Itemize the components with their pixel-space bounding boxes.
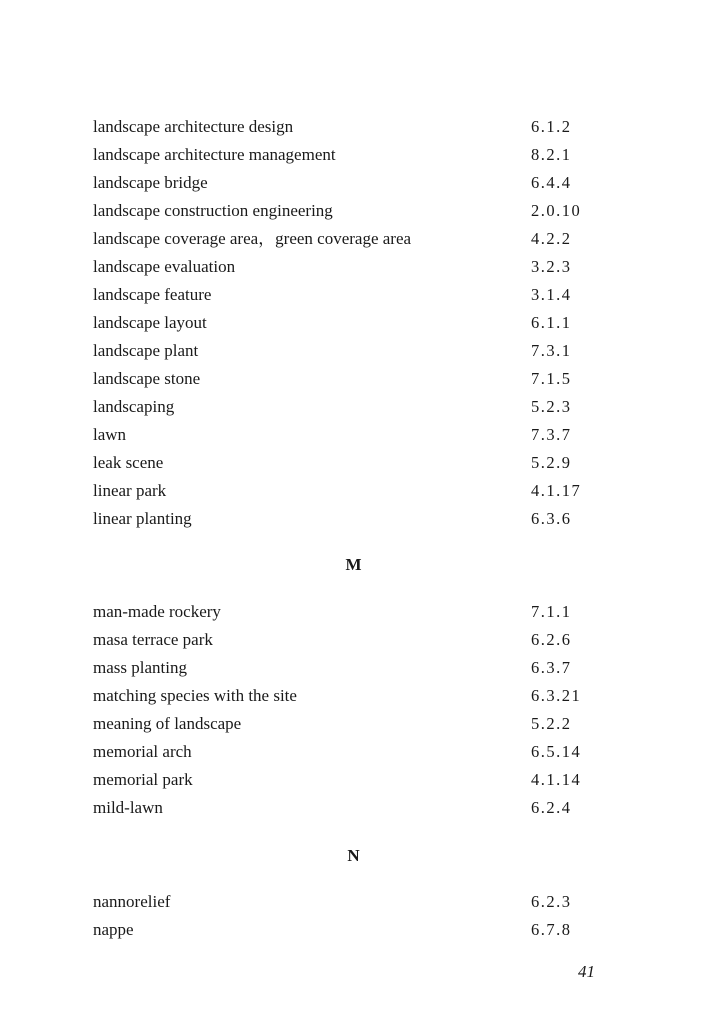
index-term: matching species with the site [93,686,297,705]
clause-reference: 6.3.6 [531,509,572,528]
clause-reference: 3.2.3 [531,257,572,276]
index-entry [0,253,707,281]
index-term: landscaping [93,397,175,416]
clause-reference: 6.2.3 [531,892,572,911]
clause-reference: 7.3.1 [531,341,572,360]
clause-reference: 3.1.4 [531,285,572,304]
index-term: man-made rockery [93,602,221,621]
index-term: lawn [93,425,127,444]
clause-reference: 6.7.8 [531,920,572,939]
index-entry [0,682,707,710]
index-term: landscape plant [93,341,199,360]
index-term: landscape evaluation [93,257,236,276]
clause-reference: 6.3.21 [531,686,582,705]
index-entry [0,626,707,654]
clause-reference: 5.2.2 [531,714,572,733]
index-entry [0,916,707,944]
index-entry [0,477,707,505]
index-term: linear planting [93,509,192,528]
index-entry [0,113,707,141]
index-entry [0,309,707,337]
index-entry [0,449,707,477]
index-term: memorial arch [93,742,192,761]
index-term: nannorelief [93,892,171,911]
index-entry [0,598,707,626]
index-entry [0,281,707,309]
index-entry [0,710,707,738]
section-heading-m: M [345,555,362,574]
index-section-l [0,113,707,533]
index-term: meaning of landscape [93,714,242,733]
index-entry [0,337,707,365]
clause-reference: 6.5.14 [531,742,582,761]
index-term: mass planting [93,658,187,677]
clause-reference: 2.0.10 [531,201,582,220]
index-entry [0,738,707,766]
index-term: landscape construction engineering [93,201,333,220]
clause-reference: 4.2.2 [531,229,572,248]
clause-reference: 6.2.6 [531,630,572,649]
clause-reference: 6.1.2 [531,117,572,136]
clause-reference: 8.2.1 [531,145,572,164]
index-entry [0,197,707,225]
index-entry [0,393,707,421]
section-heading-n: N [347,846,360,865]
index-term: leak scene [93,453,164,472]
index-term: linear park [93,481,167,500]
index-entry [0,421,707,449]
index-entry [0,365,707,393]
index-term: masa terrace park [93,630,213,649]
clause-reference: 5.2.9 [531,453,572,472]
clause-reference: 6.4.4 [531,173,572,192]
clause-reference: 4.1.14 [531,770,582,789]
index-entry [0,888,707,916]
index-term: mild-lawn [93,798,163,817]
index-section-n [0,888,707,944]
index-term: landscape stone [93,369,201,388]
index-term: landscape coverage area，green coverage area [93,229,412,248]
page-number: 41 [578,962,595,981]
index-term: landscape architecture design [93,117,294,136]
clause-reference: 4.1.17 [531,481,582,500]
index-term: landscape feature [93,285,212,304]
clause-reference: 5.2.3 [531,397,572,416]
index-section-m [0,598,707,822]
clause-reference: 7.1.1 [531,602,572,621]
index-entry [0,505,707,533]
index-entry [0,794,707,822]
index-entry [0,225,707,253]
index-term: landscape layout [93,313,207,332]
index-entry [0,654,707,682]
index-entry [0,766,707,794]
index-entry [0,169,707,197]
index-term: landscape bridge [93,173,208,192]
index-term: landscape architecture management [93,145,336,164]
clause-reference: 7.1.5 [531,369,572,388]
index-entry [0,141,707,169]
clause-reference: 6.1.1 [531,313,572,332]
index-term: memorial park [93,770,193,789]
clause-reference: 6.2.4 [531,798,572,817]
index-term: nappe [93,920,134,939]
clause-reference: 7.3.7 [531,425,572,444]
clause-reference: 6.3.7 [531,658,572,677]
